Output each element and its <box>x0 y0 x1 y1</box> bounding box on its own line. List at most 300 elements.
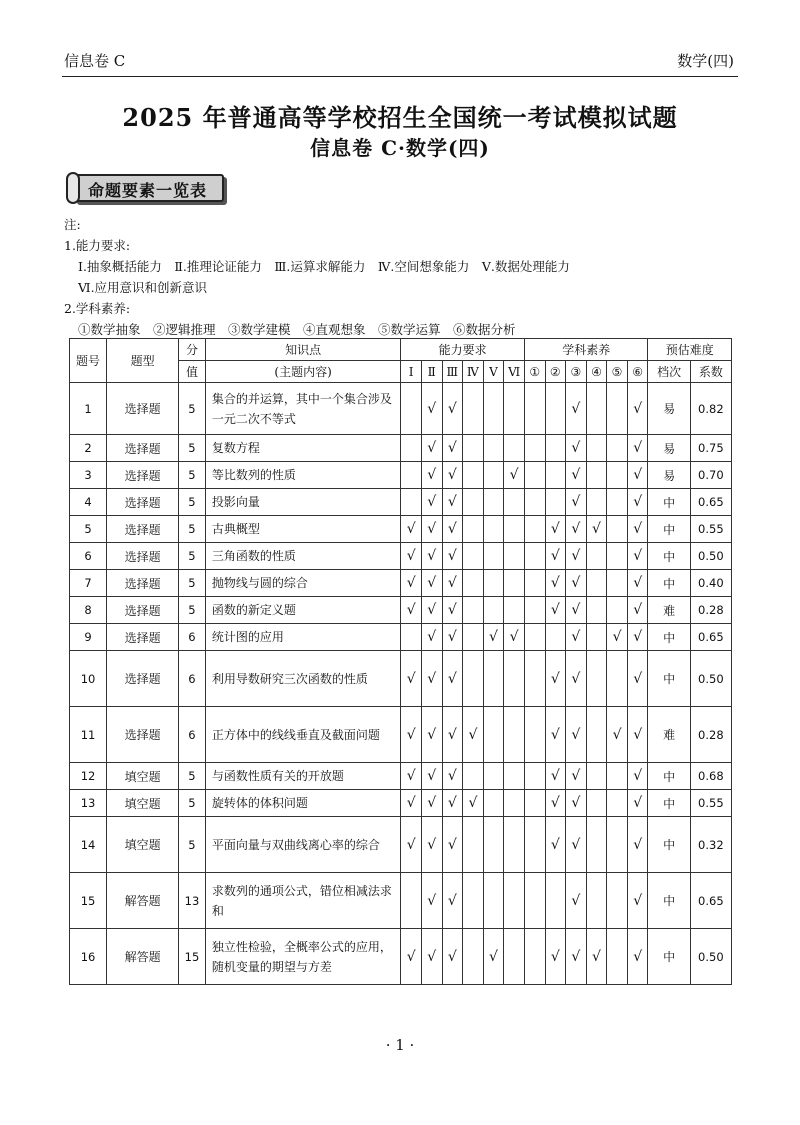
row-no: 1 <box>70 383 107 435</box>
ability-cell: √ <box>401 543 422 570</box>
row-level: 易 <box>648 462 690 489</box>
ability-cell <box>504 543 525 570</box>
row-knowledge-point: 三角函数的性质 <box>205 543 401 570</box>
ability-cell <box>504 873 525 929</box>
ability-cell: √ <box>442 624 463 651</box>
literacy-col-header: ② <box>545 361 566 383</box>
literacy-cell: √ <box>627 597 648 624</box>
row-coef: 0.55 <box>690 516 731 543</box>
literacy-cell <box>524 817 545 873</box>
literacy-cell <box>524 543 545 570</box>
ability-cell: √ <box>421 489 442 516</box>
row-coef: 0.65 <box>690 624 731 651</box>
ability-cell: √ <box>483 929 504 985</box>
table-row <box>70 383 732 435</box>
ability-cell: √ <box>421 543 442 570</box>
ability-col-header: Ⅰ <box>401 361 422 383</box>
table-row <box>70 707 732 763</box>
ability-cell: √ <box>421 597 442 624</box>
row-coef: 0.65 <box>690 489 731 516</box>
ability-cell <box>483 462 504 489</box>
row-coef: 0.55 <box>690 790 731 817</box>
table-row <box>70 516 732 543</box>
ability-cell: √ <box>442 383 463 435</box>
literacy-cell <box>524 929 545 985</box>
literacy-cell <box>607 383 628 435</box>
literacy-cell: √ <box>545 929 566 985</box>
row-level: 中 <box>648 817 690 873</box>
row-no: 12 <box>70 763 107 790</box>
ability-cell: √ <box>442 651 463 707</box>
literacy-cell: √ <box>566 929 587 985</box>
row-no: 7 <box>70 570 107 597</box>
row-knowledge-point: 平面向量与双曲线离心率的综合 <box>205 817 401 873</box>
literacy-cell: √ <box>566 873 587 929</box>
ability-cell <box>504 516 525 543</box>
elements-table <box>69 338 732 985</box>
literacy-cell <box>524 570 545 597</box>
table-row <box>70 873 732 929</box>
literacy-cell <box>545 462 566 489</box>
ability-cell: √ <box>421 651 442 707</box>
table-row <box>70 489 732 516</box>
row-knowledge-point: 投影向量 <box>205 489 401 516</box>
ability-cell: √ <box>442 763 463 790</box>
literacy-cell <box>586 489 607 516</box>
row-level: 中 <box>648 929 690 985</box>
page-number: · 1 · <box>385 1036 415 1054</box>
literacy-col-header: ④ <box>586 361 607 383</box>
row-type: 选择题 <box>107 435 179 462</box>
page-subtitle: 信息卷 C·数学(四) <box>310 136 490 160</box>
row-level: 易 <box>648 435 690 462</box>
ability-col-header: Ⅵ <box>504 361 525 383</box>
header-coef: 系数 <box>690 361 731 383</box>
literacy-cell: √ <box>627 383 648 435</box>
literacy-cell: √ <box>566 462 587 489</box>
ability-cell: √ <box>401 651 422 707</box>
header-ability: 能力要求 <box>401 339 525 361</box>
ability-cell <box>483 651 504 707</box>
literacy-cell: √ <box>566 707 587 763</box>
running-header-right: 数学(四) <box>677 52 734 70</box>
literacy-cell: √ <box>566 570 587 597</box>
literacy-cell: √ <box>566 489 587 516</box>
row-type: 选择题 <box>107 516 179 543</box>
row-type: 选择题 <box>107 624 179 651</box>
literacy-cell: √ <box>627 707 648 763</box>
literacy-cell <box>586 763 607 790</box>
ability-cell <box>401 462 422 489</box>
header-difficulty: 预估难度 <box>648 339 732 361</box>
header-rule <box>62 76 738 77</box>
row-no: 3 <box>70 462 107 489</box>
literacy-title: 2.学科素养: <box>64 301 131 316</box>
row-coef: 0.28 <box>690 707 731 763</box>
literacy-cell: √ <box>545 790 566 817</box>
literacy-cell <box>545 624 566 651</box>
ability-cell: √ <box>421 383 442 435</box>
literacy-cell: √ <box>627 570 648 597</box>
literacy-cell: √ <box>627 624 648 651</box>
row-coef: 0.50 <box>690 543 731 570</box>
row-type: 选择题 <box>107 651 179 707</box>
ability-col-header: Ⅱ <box>421 361 442 383</box>
ability-col-header: Ⅴ <box>483 361 504 383</box>
row-no: 9 <box>70 624 107 651</box>
row-coef: 0.28 <box>690 597 731 624</box>
literacy-cell <box>607 489 628 516</box>
literacy-cell <box>607 543 628 570</box>
ability-cell <box>463 543 484 570</box>
ability-cell: √ <box>401 707 422 763</box>
ability-col-header: Ⅳ <box>463 361 484 383</box>
row-score: 5 <box>179 489 206 516</box>
row-knowledge-point: 古典概型 <box>205 516 401 543</box>
table-row <box>70 543 732 570</box>
literacy-cell <box>524 462 545 489</box>
notes-label: 注: <box>64 217 81 232</box>
literacy-cell: √ <box>627 651 648 707</box>
row-no: 10 <box>70 651 107 707</box>
ability-cell <box>504 597 525 624</box>
ability-cell: √ <box>442 570 463 597</box>
ability-cell: √ <box>442 489 463 516</box>
row-type: 选择题 <box>107 707 179 763</box>
header-level: 档次 <box>648 361 690 383</box>
ability-cell <box>463 570 484 597</box>
ability-cell <box>463 489 484 516</box>
row-level: 中 <box>648 790 690 817</box>
ability-cell <box>504 790 525 817</box>
literacy-cell <box>586 790 607 817</box>
literacy-cell: √ <box>566 624 587 651</box>
literacy-cell <box>545 383 566 435</box>
row-no: 14 <box>70 817 107 873</box>
ability-cell <box>401 489 422 516</box>
literacy-cell <box>524 707 545 763</box>
banner-text: 命题要素一览表 <box>88 181 208 200</box>
row-score: 15 <box>179 929 206 985</box>
row-knowledge-point: 与函数性质有关的开放题 <box>205 763 401 790</box>
ability-cell: √ <box>401 597 422 624</box>
ability-cell: √ <box>504 462 525 489</box>
literacy-cell: √ <box>627 873 648 929</box>
literacy-cell <box>524 597 545 624</box>
literacy-cell: √ <box>545 543 566 570</box>
literacy-cell: √ <box>566 763 587 790</box>
row-level: 中 <box>648 543 690 570</box>
literacy-cell: √ <box>566 516 587 543</box>
ability-line-2: Ⅵ.应用意识和创新意识 <box>78 280 208 295</box>
literacy-cell <box>586 873 607 929</box>
ability-cell <box>483 597 504 624</box>
literacy-cell <box>545 873 566 929</box>
literacy-cell: √ <box>566 790 587 817</box>
literacy-cell <box>607 763 628 790</box>
ability-cell <box>483 516 504 543</box>
ability-cell: √ <box>442 435 463 462</box>
literacy-cell <box>607 435 628 462</box>
literacy-cell <box>607 929 628 985</box>
ability-cell <box>483 570 504 597</box>
literacy-cell <box>524 516 545 543</box>
literacy-cell: √ <box>627 817 648 873</box>
row-coef: 0.75 <box>690 435 731 462</box>
running-header-left: 信息卷 C <box>64 52 126 70</box>
ability-cell: √ <box>421 570 442 597</box>
row-type: 解答题 <box>107 929 179 985</box>
literacy-cell <box>586 707 607 763</box>
literacy-cell <box>586 651 607 707</box>
ability-cell: √ <box>442 462 463 489</box>
ability-cell <box>483 817 504 873</box>
literacy-cell <box>586 570 607 597</box>
ability-cell <box>504 763 525 790</box>
row-score: 5 <box>179 543 206 570</box>
row-no: 5 <box>70 516 107 543</box>
ability-cell: √ <box>442 817 463 873</box>
literacy-cell: √ <box>545 597 566 624</box>
table-row <box>70 929 732 985</box>
row-level: 中 <box>648 516 690 543</box>
literacy-cell <box>607 570 628 597</box>
literacy-cell: √ <box>607 707 628 763</box>
header-kp-2: (主题内容) <box>205 361 401 383</box>
row-knowledge-point: 正方体中的线线垂直及截面问题 <box>205 707 401 763</box>
row-no: 2 <box>70 435 107 462</box>
ability-cell <box>401 624 422 651</box>
row-knowledge-point: 抛物线与圆的综合 <box>205 570 401 597</box>
row-knowledge-point: 集合的并运算，其中一个集合涉及一元二次不等式 <box>205 383 401 435</box>
ability-cell <box>463 462 484 489</box>
header-no: 题号 <box>70 339 107 383</box>
literacy-cell: √ <box>627 435 648 462</box>
row-no: 15 <box>70 873 107 929</box>
row-knowledge-point: 函数的新定义题 <box>205 597 401 624</box>
ability-cell <box>504 570 525 597</box>
literacy-cell <box>586 817 607 873</box>
table-row <box>70 651 732 707</box>
ability-cell: √ <box>442 516 463 543</box>
literacy-cell: √ <box>566 817 587 873</box>
row-level: 中 <box>648 873 690 929</box>
literacy-cell <box>545 489 566 516</box>
row-level: 中 <box>648 763 690 790</box>
ability-cell <box>483 543 504 570</box>
row-knowledge-point: 利用导数研究三次函数的性质 <box>205 651 401 707</box>
scroll-roll-icon <box>66 172 80 204</box>
ability-cell: √ <box>421 462 442 489</box>
row-no: 13 <box>70 790 107 817</box>
ability-line-1: Ⅰ.抽象概括能力 Ⅱ.推理论证能力 Ⅲ.运算求解能力 Ⅳ.空间想象能力 Ⅴ.数据处理能力 <box>78 259 570 274</box>
row-level: 中 <box>648 624 690 651</box>
literacy-cell <box>545 435 566 462</box>
literacy-cell <box>586 543 607 570</box>
ability-cell <box>504 435 525 462</box>
ability-cell <box>504 817 525 873</box>
row-knowledge-point: 旋转体的体积问题 <box>205 790 401 817</box>
row-score: 13 <box>179 873 206 929</box>
ability-cell <box>483 763 504 790</box>
ability-cell: √ <box>442 543 463 570</box>
ability-cell: √ <box>421 763 442 790</box>
page-title: 2025 年普通高等学校招生全国统一考试模拟试题 <box>122 103 678 132</box>
literacy-cell <box>524 651 545 707</box>
ability-cell: √ <box>401 516 422 543</box>
ability-cell: √ <box>463 707 484 763</box>
literacy-cell <box>524 383 545 435</box>
literacy-cell <box>586 597 607 624</box>
ability-cell <box>483 383 504 435</box>
ability-cell <box>463 624 484 651</box>
row-type: 解答题 <box>107 873 179 929</box>
ability-title: 1.能力要求: <box>64 238 131 253</box>
row-type: 填空题 <box>107 817 179 873</box>
row-coef: 0.32 <box>690 817 731 873</box>
literacy-cell <box>586 435 607 462</box>
literacy-cell: √ <box>627 929 648 985</box>
ability-cell: √ <box>421 516 442 543</box>
literacy-cell: √ <box>545 516 566 543</box>
literacy-cell: √ <box>607 624 628 651</box>
literacy-cell: √ <box>545 570 566 597</box>
literacy-cell <box>607 873 628 929</box>
literacy-cell <box>607 462 628 489</box>
literacy-cell: √ <box>545 651 566 707</box>
literacy-cell: √ <box>586 516 607 543</box>
ability-col-header: Ⅲ <box>442 361 463 383</box>
ability-cell <box>504 651 525 707</box>
row-level: 中 <box>648 570 690 597</box>
ability-cell: √ <box>401 817 422 873</box>
ability-cell <box>483 489 504 516</box>
ability-cell <box>463 597 484 624</box>
ability-cell <box>463 873 484 929</box>
row-coef: 0.82 <box>690 383 731 435</box>
row-coef: 0.65 <box>690 873 731 929</box>
row-no: 6 <box>70 543 107 570</box>
literacy-cell: √ <box>627 790 648 817</box>
ability-cell <box>401 873 422 929</box>
ability-cell <box>463 383 484 435</box>
literacy-cell: √ <box>566 597 587 624</box>
literacy-col-header: ① <box>524 361 545 383</box>
literacy-cell <box>524 489 545 516</box>
literacy-col-header: ③ <box>566 361 587 383</box>
literacy-cell <box>607 790 628 817</box>
row-score: 5 <box>179 790 206 817</box>
row-score: 5 <box>179 570 206 597</box>
ability-cell: √ <box>421 707 442 763</box>
header-type: 题型 <box>107 339 179 383</box>
literacy-cell <box>524 790 545 817</box>
literacy-col-header: ⑥ <box>627 361 648 383</box>
row-knowledge-point: 求数列的通项公式，错位相减法求和 <box>205 873 401 929</box>
row-score: 5 <box>179 383 206 435</box>
ability-cell: √ <box>442 873 463 929</box>
literacy-cell <box>586 624 607 651</box>
ability-cell <box>483 435 504 462</box>
literacy-cell: √ <box>627 516 648 543</box>
ability-cell <box>483 873 504 929</box>
literacy-cell <box>607 817 628 873</box>
row-no: 11 <box>70 707 107 763</box>
ability-cell <box>463 929 484 985</box>
row-type: 选择题 <box>107 462 179 489</box>
row-level: 易 <box>648 383 690 435</box>
ability-cell <box>504 489 525 516</box>
ability-cell <box>504 929 525 985</box>
row-score: 5 <box>179 763 206 790</box>
literacy-cell <box>586 383 607 435</box>
literacy-cell <box>607 651 628 707</box>
row-level: 难 <box>648 597 690 624</box>
table-row <box>70 462 732 489</box>
row-knowledge-point: 等比数列的性质 <box>205 462 401 489</box>
row-no: 4 <box>70 489 107 516</box>
literacy-cell: √ <box>627 763 648 790</box>
literacy-cell <box>586 462 607 489</box>
ability-cell <box>463 435 484 462</box>
ability-cell <box>463 651 484 707</box>
row-type: 填空题 <box>107 763 179 790</box>
row-coef: 0.50 <box>690 651 731 707</box>
ability-cell: √ <box>421 790 442 817</box>
header-kp-1: 知识点 <box>205 339 401 361</box>
ability-cell <box>504 707 525 763</box>
row-score: 5 <box>179 516 206 543</box>
row-knowledge-point: 统计图的应用 <box>205 624 401 651</box>
ability-cell: √ <box>442 597 463 624</box>
ability-cell: √ <box>463 790 484 817</box>
literacy-cell: √ <box>627 489 648 516</box>
table-row <box>70 817 732 873</box>
ability-cell: √ <box>483 624 504 651</box>
row-coef: 0.68 <box>690 763 731 790</box>
header-score-1: 分 <box>179 339 206 361</box>
row-knowledge-point: 独立性检验，全概率公式的应用，随机变量的期望与方差 <box>205 929 401 985</box>
literacy-cell <box>524 435 545 462</box>
ability-cell: √ <box>421 873 442 929</box>
row-knowledge-point: 复数方程 <box>205 435 401 462</box>
literacy-cell <box>607 597 628 624</box>
row-score: 6 <box>179 651 206 707</box>
literacy-col-header: ⑤ <box>607 361 628 383</box>
ability-cell: √ <box>504 624 525 651</box>
row-score: 5 <box>179 817 206 873</box>
ability-cell <box>463 516 484 543</box>
header-score-2: 值 <box>179 361 206 383</box>
literacy-cell: √ <box>566 383 587 435</box>
literacy-cell: √ <box>566 543 587 570</box>
literacy-cell <box>607 516 628 543</box>
ability-cell: √ <box>421 929 442 985</box>
row-type: 选择题 <box>107 570 179 597</box>
ability-cell: √ <box>421 817 442 873</box>
literacy-cell <box>524 763 545 790</box>
ability-cell: √ <box>401 790 422 817</box>
row-score: 5 <box>179 462 206 489</box>
row-type: 选择题 <box>107 489 179 516</box>
literacy-cell: √ <box>627 462 648 489</box>
table-row <box>70 790 732 817</box>
ability-cell <box>401 383 422 435</box>
row-type: 选择题 <box>107 597 179 624</box>
row-level: 难 <box>648 707 690 763</box>
ability-cell <box>401 435 422 462</box>
row-no: 8 <box>70 597 107 624</box>
